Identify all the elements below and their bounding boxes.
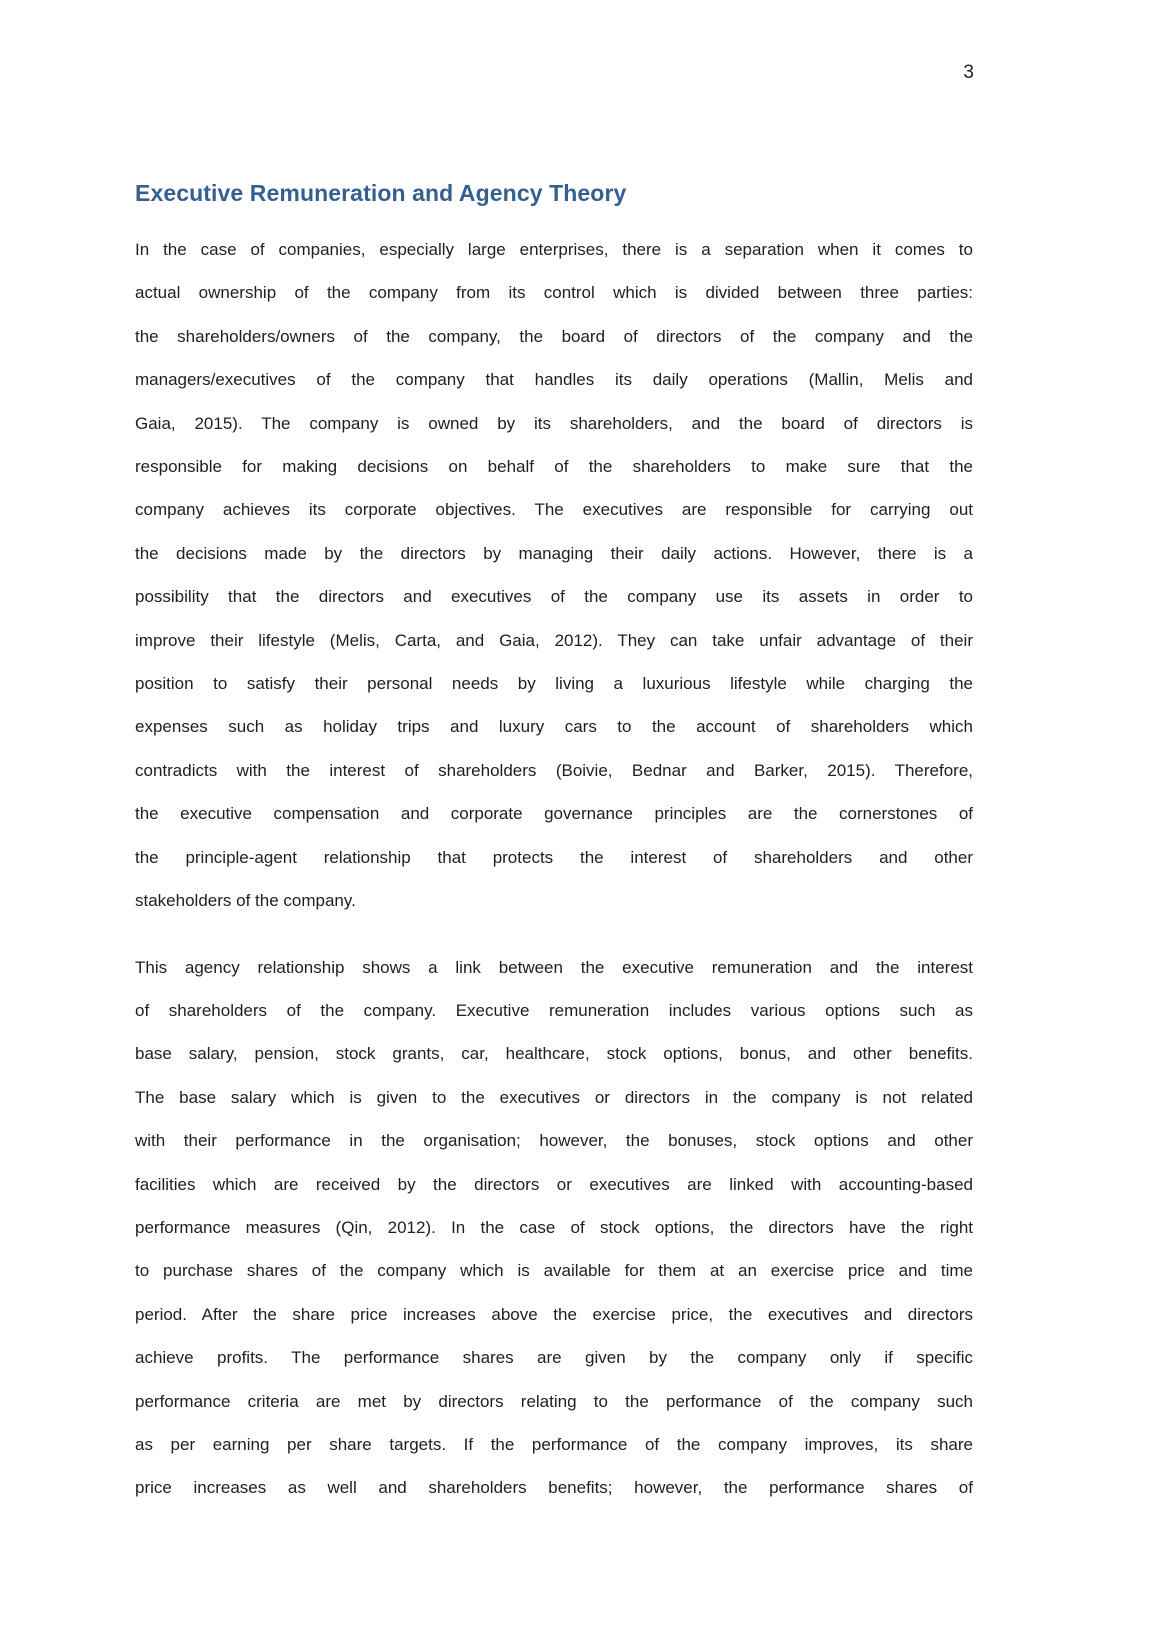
text-line: expenses such as holiday trips and luxury cars to the account of shareholders which bbox=[135, 717, 973, 737]
text-line: This agency relationship shows a link between the executive remuneration and the interest bbox=[135, 957, 973, 977]
paragraph bbox=[135, 228, 973, 923]
text-line: period. After the share price increases above the exercise price, the executives and directors bbox=[135, 1304, 973, 1324]
text-line: responsible for making decisions on behalf of the shareholders to make sure that the bbox=[135, 457, 973, 477]
text-line: price increases as well and shareholders benefits; however, the performance shares of bbox=[135, 1478, 973, 1498]
body-text bbox=[135, 228, 973, 1533]
text-line: Gaia, 2015). The company is owned by its shareholders, and the board of directors is bbox=[135, 413, 973, 433]
section-heading: Executive Remuneration and Agency Theory bbox=[135, 180, 627, 206]
text-line: The base salary which is given to the executives or directors in the company is not related bbox=[135, 1087, 973, 1107]
text-line: position to satisfy their personal needs by living a luxurious lifestyle while charging the bbox=[135, 674, 973, 694]
text-line: as per earning per share targets. If the performance of the company improves, its share bbox=[135, 1434, 973, 1454]
text-line: the decisions made by the directors by managing their daily actions. However, there is a bbox=[135, 543, 973, 563]
text-line: actual ownership of the company from its control which is divided between three parties: bbox=[135, 283, 973, 303]
text-line: achieve profits. The performance shares are given by the company only if specific bbox=[135, 1348, 973, 1368]
text-line: of shareholders of the company. Executive remuneration includes various options such as bbox=[135, 1000, 973, 1020]
text-line: performance measures (Qin, 2012). In the case of stock options, the directors have the right bbox=[135, 1217, 973, 1237]
text-line: the executive compensation and corporate governance principles are the cornerstones of bbox=[135, 804, 973, 824]
text-line: company achieves its corporate objectives. The executives are responsible for carrying out bbox=[135, 500, 973, 520]
text-line: with their performance in the organisation; however, the bonuses, stock options and other bbox=[135, 1131, 973, 1151]
text-line: stakeholders of the company. bbox=[135, 891, 356, 911]
text-line: managers/executives of the company that handles its daily operations (Mallin, Melis and bbox=[135, 370, 973, 390]
text-line: In the case of companies, especially large enterprises, there is a separation when it comes to bbox=[135, 240, 973, 259]
text-line: improve their lifestyle (Melis, Carta, and Gaia, 2012). They can take unfair advantage of their bbox=[135, 630, 973, 650]
text-line: to purchase shares of the company which is available for them at an exercise price and time bbox=[135, 1261, 973, 1281]
paragraph bbox=[135, 946, 973, 1510]
page-number: 3 bbox=[963, 62, 974, 83]
text-line: performance criteria are met by directors relating to the performance of the company such bbox=[135, 1391, 973, 1411]
text-line: possibility that the directors and executives of the company use its assets in order to bbox=[135, 587, 973, 607]
text-line: the principle-agent relationship that protects the interest of shareholders and other bbox=[135, 847, 973, 867]
text-line: contradicts with the interest of shareholders (Boivie, Bednar and Barker, 2015). Therefore, bbox=[135, 760, 973, 780]
text-line: facilities which are received by the directors or executives are linked with accounting-based bbox=[135, 1174, 973, 1194]
text-line: base salary, pension, stock grants, car, healthcare, stock options, bonus, and other benefits. bbox=[135, 1044, 973, 1064]
text-line: the shareholders/owners of the company, the board of directors of the company and the bbox=[135, 326, 973, 346]
